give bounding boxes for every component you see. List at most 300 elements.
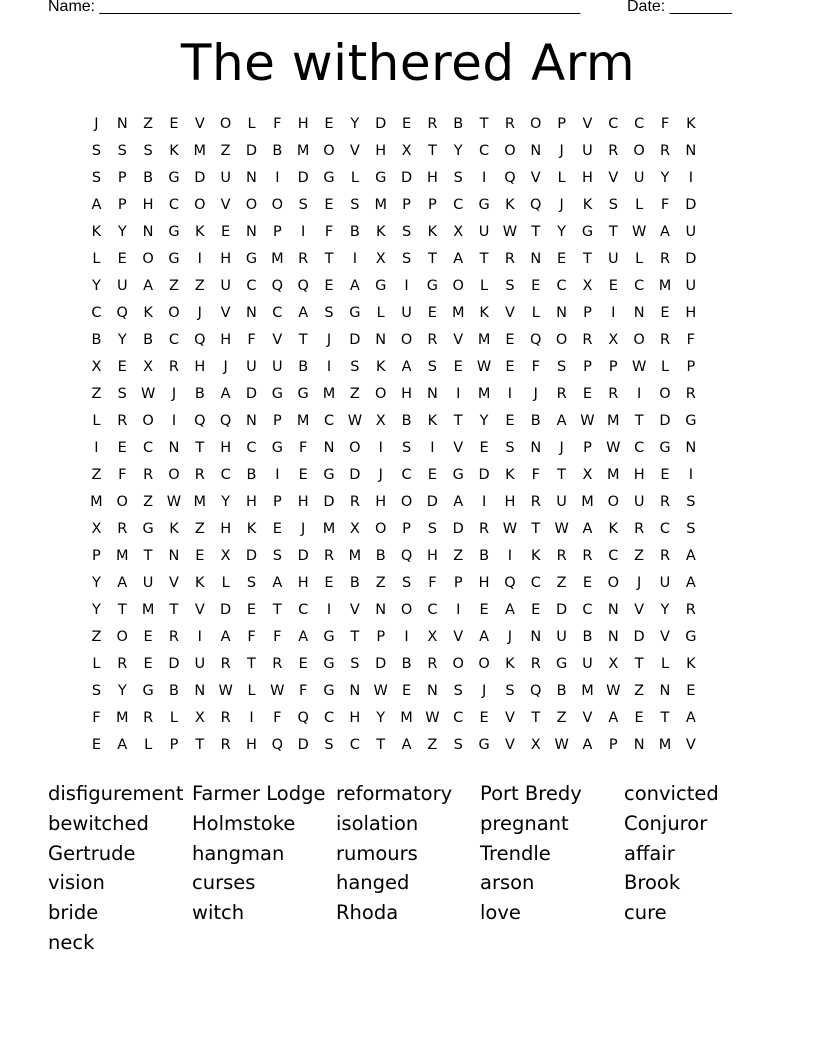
grid-letter[interactable]: O xyxy=(194,197,207,213)
grid-letter[interactable]: N xyxy=(349,683,362,699)
grid-letter[interactable]: L xyxy=(660,359,671,375)
grid-letter[interactable]: A xyxy=(660,224,671,240)
grid-letter[interactable]: I xyxy=(275,170,281,186)
grid-letter[interactable]: U xyxy=(556,494,568,510)
grid-letter[interactable]: S xyxy=(505,683,516,699)
grid-letter[interactable]: T xyxy=(117,602,128,618)
grid-letter[interactable]: G xyxy=(375,278,388,294)
grid-letter[interactable]: C xyxy=(272,305,284,321)
grid-letter[interactable]: F xyxy=(660,116,671,132)
grid-letter[interactable]: H xyxy=(478,575,491,591)
grid-letter[interactable]: I xyxy=(430,440,436,456)
grid-letter[interactable]: K xyxy=(505,197,516,213)
grid-letter[interactable]: G xyxy=(581,224,595,240)
grid-letter[interactable]: R xyxy=(427,656,439,672)
grid-letter[interactable]: V xyxy=(660,629,671,645)
grid-letter[interactable]: M xyxy=(322,386,337,402)
grid-letter[interactable]: J xyxy=(559,197,565,213)
grid-letter[interactable]: B xyxy=(246,467,258,483)
grid-letter[interactable]: K xyxy=(582,197,594,213)
grid-letter[interactable]: G xyxy=(685,629,698,645)
grid-letter[interactable]: U xyxy=(401,305,413,321)
grid-letter[interactable]: R xyxy=(685,386,697,402)
grid-letter[interactable]: C xyxy=(634,278,646,294)
grid-letter[interactable]: D xyxy=(245,548,259,564)
grid-letter[interactable]: Z xyxy=(143,116,155,132)
grid-letter[interactable]: T xyxy=(195,737,206,753)
grid-letter[interactable]: D xyxy=(659,413,672,429)
grid-letter[interactable]: U xyxy=(220,170,232,186)
grid-letter[interactable]: J xyxy=(326,332,333,348)
grid-letter[interactable]: G xyxy=(168,224,181,240)
grid-letter[interactable]: D xyxy=(633,629,646,645)
grid-letter[interactable]: O xyxy=(219,116,233,132)
grid-letter[interactable]: D xyxy=(375,116,388,132)
grid-letter[interactable]: H xyxy=(685,305,698,321)
grid-letter[interactable]: R xyxy=(349,494,361,510)
grid-letter[interactable]: I xyxy=(197,629,203,645)
grid-letter[interactable]: V xyxy=(504,737,516,753)
grid-letter[interactable]: C xyxy=(582,602,594,618)
grid-letter[interactable]: O xyxy=(323,143,336,159)
grid-letter[interactable]: L xyxy=(635,197,645,213)
grid-letter[interactable]: Z xyxy=(143,494,155,510)
grid-letter[interactable]: F xyxy=(299,440,309,456)
grid-letter[interactable]: C xyxy=(479,143,491,159)
grid-letter[interactable]: N xyxy=(426,386,439,402)
grid-letter[interactable]: O xyxy=(607,575,620,591)
grid-letter[interactable]: R xyxy=(479,521,491,537)
grid-letter[interactable]: N xyxy=(530,251,543,267)
grid-letter[interactable]: P xyxy=(608,359,619,375)
grid-letter[interactable]: F xyxy=(531,467,541,483)
grid-letter[interactable]: G xyxy=(426,278,440,294)
grid-letter[interactable]: R xyxy=(556,386,568,402)
grid-letter[interactable]: V xyxy=(194,116,206,132)
grid-letter[interactable]: N xyxy=(659,683,672,699)
grid-letter[interactable]: W xyxy=(554,737,570,753)
grid-letter[interactable]: H xyxy=(633,467,646,483)
grid-letter[interactable]: N xyxy=(323,440,336,456)
grid-letter[interactable]: L xyxy=(350,170,360,186)
grid-letter[interactable]: I xyxy=(352,251,358,267)
grid-letter[interactable]: J xyxy=(507,629,514,645)
grid-letter[interactable]: S xyxy=(350,656,361,672)
grid-letter[interactable]: O xyxy=(142,251,155,267)
grid-letter[interactable]: V xyxy=(504,305,516,321)
grid-letter[interactable]: E xyxy=(427,467,438,483)
grid-letter[interactable]: S xyxy=(246,575,258,591)
grid-letter[interactable]: C xyxy=(608,116,620,132)
grid-letter[interactable]: E xyxy=(686,683,697,699)
grid-letter[interactable]: G xyxy=(271,440,284,456)
grid-letter[interactable]: C xyxy=(556,278,568,294)
grid-letter[interactable]: O xyxy=(349,440,362,456)
grid-letter[interactable]: C xyxy=(453,197,465,213)
grid-letter[interactable]: P xyxy=(92,548,102,564)
grid-letter[interactable]: U xyxy=(607,251,620,267)
grid-letter[interactable]: N xyxy=(246,413,258,429)
grid-letter[interactable]: E xyxy=(298,656,309,672)
grid-letter[interactable]: I xyxy=(378,440,384,456)
grid-letter[interactable]: H xyxy=(220,440,233,456)
grid-letter[interactable]: I xyxy=(249,710,255,726)
grid-letter[interactable]: Q xyxy=(297,278,310,294)
grid-letter[interactable]: H xyxy=(401,386,413,402)
grid-letter[interactable]: B xyxy=(194,386,206,402)
grid-letter[interactable]: Q xyxy=(271,278,285,294)
grid-letter[interactable]: F xyxy=(531,359,541,375)
grid-letter[interactable]: G xyxy=(685,413,698,429)
grid-letter[interactable]: S xyxy=(427,521,438,537)
grid-letter[interactable]: O xyxy=(400,494,414,510)
grid-letter[interactable]: F xyxy=(118,467,128,483)
grid-letter[interactable]: H xyxy=(375,143,388,159)
grid-letter[interactable]: T xyxy=(531,521,542,537)
grid-letter[interactable]: N xyxy=(633,305,646,321)
grid-letter[interactable]: S xyxy=(505,440,516,456)
grid-letter[interactable]: X xyxy=(143,359,155,375)
grid-letter[interactable]: V xyxy=(582,710,594,726)
grid-letter[interactable]: M xyxy=(374,197,388,213)
grid-letter[interactable]: S xyxy=(324,737,335,753)
grid-letter[interactable]: O xyxy=(400,602,414,618)
grid-letter[interactable]: S xyxy=(91,683,103,699)
grid-letter[interactable]: W xyxy=(554,521,570,537)
grid-letter[interactable]: Z xyxy=(91,467,103,483)
grid-letter[interactable]: L xyxy=(221,575,231,591)
grid-letter[interactable]: R xyxy=(582,332,594,348)
grid-letter[interactable]: Q xyxy=(504,170,517,186)
grid-letter[interactable]: N xyxy=(685,143,698,159)
grid-letter[interactable]: Q xyxy=(504,575,517,591)
grid-letter[interactable]: L xyxy=(557,170,567,186)
grid-letter[interactable]: O xyxy=(478,656,491,672)
grid-letter[interactable]: N xyxy=(530,143,543,159)
grid-letter[interactable]: S xyxy=(272,548,283,564)
grid-letter[interactable]: Z xyxy=(634,683,646,699)
grid-letter[interactable]: K xyxy=(246,521,258,537)
grid-letter[interactable]: J xyxy=(197,305,203,321)
grid-letter[interactable]: R xyxy=(427,332,439,348)
grid-letter[interactable]: S xyxy=(401,575,413,591)
grid-letter[interactable]: U xyxy=(633,494,646,510)
grid-letter[interactable]: M xyxy=(658,737,673,753)
grid-letter[interactable]: Q xyxy=(530,197,543,213)
grid-letter[interactable]: V xyxy=(272,332,284,348)
grid-letter[interactable]: M xyxy=(348,548,363,564)
grid-letter[interactable]: U xyxy=(220,278,232,294)
grid-letter[interactable]: N xyxy=(530,440,543,456)
grid-letter[interactable]: R xyxy=(323,548,336,564)
grid-letter[interactable]: L xyxy=(144,737,154,753)
grid-letter[interactable]: W xyxy=(631,224,648,240)
grid-letter[interactable]: H xyxy=(426,170,439,186)
grid-letter[interactable]: M xyxy=(141,602,156,618)
grid-letter[interactable]: B xyxy=(530,413,542,429)
grid-letter[interactable]: L xyxy=(531,305,541,321)
grid-letter[interactable]: V xyxy=(530,170,542,186)
grid-letter[interactable]: A xyxy=(349,278,361,294)
grid-letter[interactable]: L xyxy=(660,656,671,672)
grid-letter[interactable]: C xyxy=(168,332,181,348)
grid-letter[interactable]: S xyxy=(453,170,464,186)
grid-letter[interactable]: W xyxy=(631,359,648,375)
grid-letter[interactable]: B xyxy=(401,413,413,429)
grid-letter[interactable]: Y xyxy=(557,224,568,240)
grid-letter[interactable]: E xyxy=(582,386,594,402)
grid-letter[interactable]: Z xyxy=(556,710,568,726)
grid-letter[interactable]: P xyxy=(583,359,593,375)
grid-letter[interactable]: R xyxy=(272,656,284,672)
grid-letter[interactable]: P xyxy=(169,737,180,753)
grid-letter[interactable]: E xyxy=(298,467,309,483)
grid-letter[interactable]: S xyxy=(401,224,413,240)
grid-letter[interactable]: E xyxy=(479,440,490,456)
grid-letter[interactable]: H xyxy=(426,548,439,564)
grid-letter[interactable]: K xyxy=(505,656,516,672)
grid-letter[interactable]: X xyxy=(375,413,387,429)
grid-letter[interactable]: H xyxy=(297,116,310,132)
grid-letter[interactable]: X xyxy=(91,521,103,537)
grid-letter[interactable]: J xyxy=(559,143,565,159)
grid-letter[interactable]: Y xyxy=(660,602,671,618)
grid-letter[interactable]: L xyxy=(92,656,102,672)
grid-letter[interactable]: F xyxy=(92,710,102,726)
grid-letter[interactable]: A xyxy=(453,251,465,267)
grid-letter[interactable]: N xyxy=(375,602,388,618)
grid-letter[interactable]: C xyxy=(608,548,620,564)
grid-letter[interactable]: H xyxy=(297,575,310,591)
grid-letter[interactable]: T xyxy=(376,737,387,753)
grid-letter[interactable]: U xyxy=(633,170,646,186)
grid-letter[interactable]: X xyxy=(608,656,620,672)
grid-letter[interactable]: D xyxy=(220,602,233,618)
grid-letter[interactable]: T xyxy=(557,467,568,483)
grid-letter[interactable]: E xyxy=(169,116,180,132)
grid-letter[interactable]: I xyxy=(326,359,333,375)
grid-letter[interactable]: H xyxy=(142,197,155,213)
grid-letter[interactable]: U xyxy=(685,278,698,294)
grid-letter[interactable]: X xyxy=(530,737,542,753)
grid-letter[interactable]: C xyxy=(246,440,258,456)
grid-letter[interactable]: C xyxy=(143,440,155,456)
grid-letter[interactable]: L xyxy=(635,251,645,267)
grid-letter[interactable]: A xyxy=(298,629,310,645)
grid-letter[interactable]: I xyxy=(688,467,694,483)
grid-letter[interactable]: H xyxy=(349,710,362,726)
grid-letter[interactable]: M xyxy=(477,332,492,348)
grid-letter[interactable]: J xyxy=(378,467,384,483)
grid-letter[interactable]: W xyxy=(476,359,493,375)
grid-letter[interactable]: Z xyxy=(91,629,103,645)
grid-letter[interactable]: I xyxy=(326,602,333,618)
grid-letter[interactable]: G xyxy=(323,683,336,699)
grid-letter[interactable]: F xyxy=(299,683,309,699)
grid-letter[interactable]: I xyxy=(275,467,281,483)
grid-letter[interactable]: E xyxy=(557,251,568,267)
grid-letter[interactable]: S xyxy=(91,143,103,159)
grid-letter[interactable]: T xyxy=(479,116,490,132)
grid-letter[interactable]: B xyxy=(143,170,155,186)
grid-letter[interactable]: L xyxy=(92,251,102,267)
grid-letter[interactable]: M xyxy=(607,467,621,483)
grid-letter[interactable]: W xyxy=(347,413,364,429)
grid-letter[interactable]: R xyxy=(659,332,672,348)
grid-letter[interactable]: P xyxy=(428,197,438,213)
grid-letter[interactable]: E xyxy=(324,197,335,213)
grid-letter[interactable]: E xyxy=(324,116,335,132)
grid-letter[interactable]: J xyxy=(223,359,229,375)
grid-letter[interactable]: P xyxy=(272,494,283,510)
grid-letter[interactable]: G xyxy=(323,656,336,672)
grid-letter[interactable]: Q xyxy=(530,683,543,699)
grid-letter[interactable]: X xyxy=(608,332,620,348)
grid-letter[interactable]: D xyxy=(426,494,439,510)
grid-letter[interactable]: V xyxy=(453,440,465,456)
grid-letter[interactable]: O xyxy=(633,332,646,348)
grid-letter[interactable]: A xyxy=(685,548,697,564)
grid-letter[interactable]: O xyxy=(504,143,517,159)
grid-letter[interactable]: H xyxy=(194,359,207,375)
grid-letter[interactable]: X xyxy=(582,278,594,294)
grid-letter[interactable]: F xyxy=(247,629,257,645)
grid-letter[interactable]: O xyxy=(530,116,543,132)
grid-letter[interactable]: O xyxy=(374,521,388,537)
grid-letter[interactable]: E xyxy=(117,359,128,375)
grid-letter[interactable]: M xyxy=(271,251,285,267)
grid-letter[interactable]: K xyxy=(427,413,439,429)
grid-letter[interactable]: G xyxy=(168,251,181,267)
grid-letter[interactable]: M xyxy=(296,413,311,429)
grid-letter[interactable]: V xyxy=(453,332,465,348)
grid-letter[interactable]: X xyxy=(220,548,232,564)
grid-letter[interactable]: Z xyxy=(375,575,387,591)
grid-letter[interactable]: P xyxy=(583,440,593,456)
grid-letter[interactable]: M xyxy=(193,494,208,510)
grid-letter[interactable]: H xyxy=(375,494,388,510)
grid-letter[interactable]: Q xyxy=(219,413,233,429)
grid-letter[interactable]: D xyxy=(245,386,259,402)
grid-letter[interactable]: K xyxy=(479,305,490,321)
grid-letter[interactable]: O xyxy=(659,386,672,402)
grid-letter[interactable]: X xyxy=(401,143,413,159)
grid-letter[interactable]: A xyxy=(401,737,413,753)
grid-letter[interactable]: K xyxy=(91,224,103,240)
grid-letter[interactable]: Z xyxy=(634,548,646,564)
grid-letter[interactable]: U xyxy=(116,278,129,294)
grid-letter[interactable]: K xyxy=(505,467,516,483)
grid-letter[interactable]: R xyxy=(504,251,516,267)
grid-letter[interactable]: Y xyxy=(479,413,490,429)
grid-letter[interactable]: A xyxy=(582,737,594,753)
grid-letter[interactable]: C xyxy=(220,467,232,483)
grid-letter[interactable]: A xyxy=(220,629,232,645)
grid-letter[interactable]: K xyxy=(195,224,206,240)
grid-letter[interactable]: S xyxy=(143,143,154,159)
grid-letter[interactable]: P xyxy=(117,197,128,213)
grid-letter[interactable]: O xyxy=(452,278,465,294)
grid-letter[interactable]: S xyxy=(505,278,516,294)
grid-letter[interactable]: N xyxy=(194,683,207,699)
grid-letter[interactable]: F xyxy=(247,332,257,348)
grid-letter[interactable]: I xyxy=(94,440,100,456)
grid-letter[interactable]: D xyxy=(168,656,181,672)
grid-letter[interactable]: R xyxy=(220,656,232,672)
grid-letter[interactable]: W xyxy=(580,413,596,429)
grid-letter[interactable]: B xyxy=(168,683,180,699)
grid-letter[interactable]: T xyxy=(479,251,490,267)
grid-letter[interactable]: V xyxy=(582,116,594,132)
grid-letter[interactable]: B xyxy=(479,548,491,564)
grid-letter[interactable]: L xyxy=(169,710,179,726)
grid-letter[interactable]: I xyxy=(456,602,462,618)
grid-letter[interactable]: K xyxy=(427,224,439,240)
grid-letter[interactable]: I xyxy=(301,224,307,240)
grid-letter[interactable]: B xyxy=(349,575,361,591)
grid-letter[interactable]: R xyxy=(143,710,155,726)
grid-letter[interactable]: I xyxy=(611,305,617,321)
grid-letter[interactable]: Y xyxy=(376,710,387,726)
grid-letter[interactable]: C xyxy=(349,737,361,753)
grid-letter[interactable]: B xyxy=(453,116,465,132)
grid-letter[interactable]: P xyxy=(608,737,619,753)
grid-letter[interactable]: K xyxy=(169,521,180,537)
grid-letter[interactable]: I xyxy=(481,170,488,186)
grid-letter[interactable]: G xyxy=(297,386,310,402)
grid-letter[interactable]: R xyxy=(143,467,155,483)
grid-letter[interactable]: O xyxy=(142,413,155,429)
grid-letter[interactable]: N xyxy=(426,683,439,699)
grid-letter[interactable]: R xyxy=(504,116,516,132)
grid-letter[interactable]: R xyxy=(117,656,129,672)
grid-letter[interactable]: O xyxy=(116,494,129,510)
grid-letter[interactable]: Q xyxy=(271,737,285,753)
grid-letter[interactable]: X xyxy=(375,251,387,267)
grid-letter[interactable]: E xyxy=(195,548,206,564)
grid-letter[interactable]: N xyxy=(607,602,620,618)
grid-letter[interactable]: P xyxy=(272,224,283,240)
grid-letter[interactable]: S xyxy=(401,440,413,456)
grid-letter[interactable]: M xyxy=(581,683,595,699)
grid-letter[interactable]: I xyxy=(171,413,178,429)
grid-letter[interactable]: F xyxy=(686,332,696,348)
grid-letter[interactable]: F xyxy=(273,710,283,726)
grid-letter[interactable]: W xyxy=(502,521,519,537)
grid-letter[interactable]: R xyxy=(220,710,232,726)
grid-letter[interactable]: T xyxy=(634,413,645,429)
grid-letter[interactable]: L xyxy=(92,413,102,429)
grid-letter[interactable]: N xyxy=(530,629,543,645)
grid-letter[interactable]: A xyxy=(298,305,310,321)
grid-letter[interactable]: D xyxy=(556,602,569,618)
grid-letter[interactable]: M xyxy=(451,305,466,321)
grid-letter[interactable]: A xyxy=(582,521,594,537)
grid-letter[interactable]: G xyxy=(659,440,672,456)
grid-letter[interactable]: Z xyxy=(194,278,206,294)
grid-letter[interactable]: J xyxy=(637,575,643,591)
grid-letter[interactable]: A xyxy=(556,413,568,429)
grid-letter[interactable]: Y xyxy=(221,494,232,510)
grid-letter[interactable]: K xyxy=(686,116,697,132)
grid-letter[interactable]: O xyxy=(168,305,181,321)
grid-letter[interactable]: B xyxy=(91,332,103,348)
grid-letter[interactable]: I xyxy=(637,386,643,402)
grid-letter[interactable]: Z xyxy=(556,575,568,591)
grid-letter[interactable]: R xyxy=(194,467,206,483)
grid-letter[interactable]: S xyxy=(350,197,361,213)
grid-letter[interactable]: E xyxy=(143,629,154,645)
